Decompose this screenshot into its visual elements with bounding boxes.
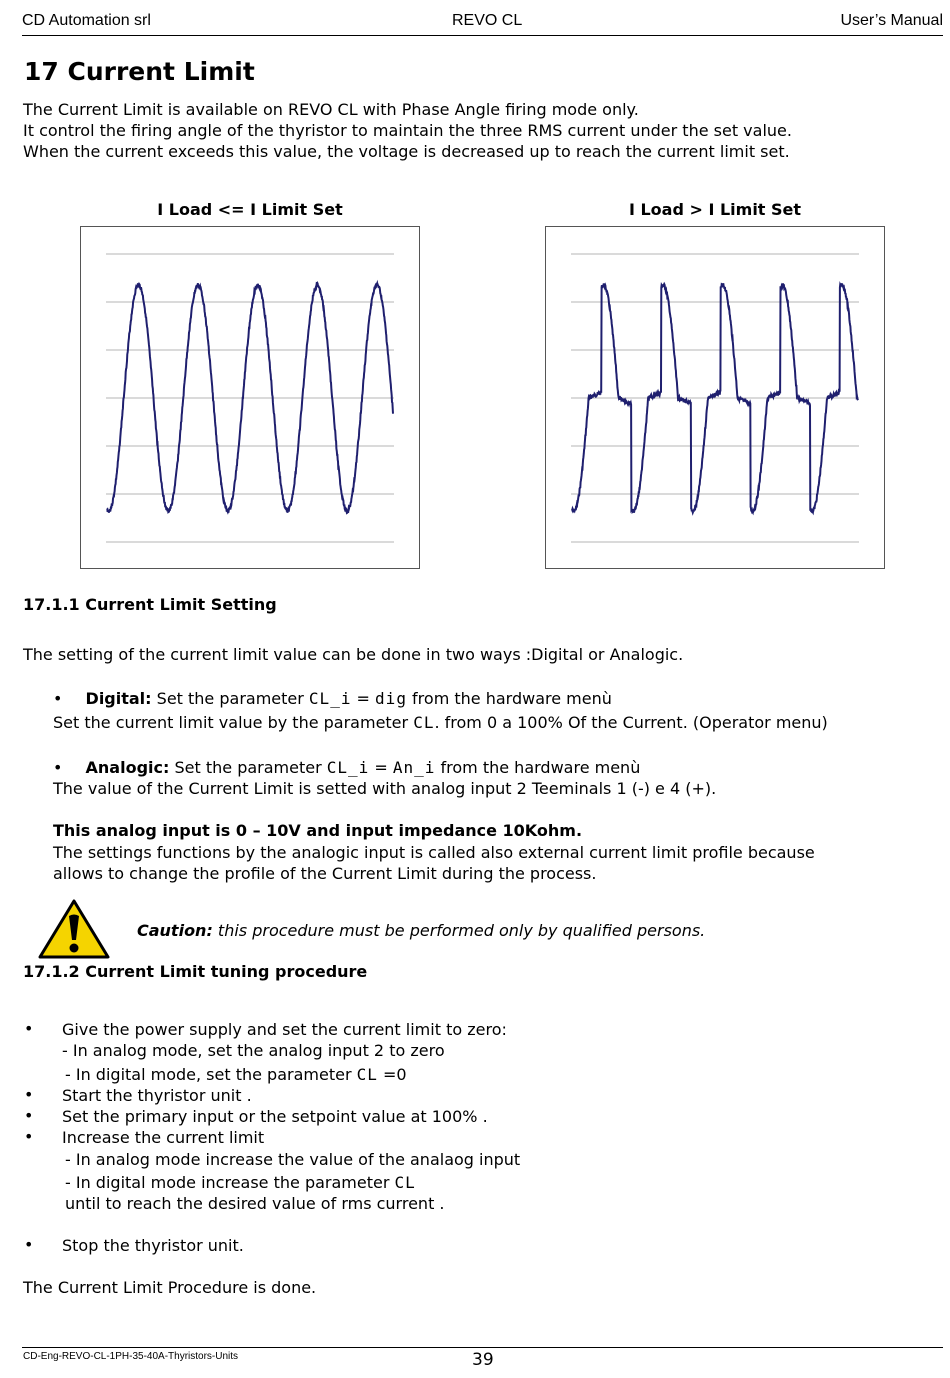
header-rule bbox=[22, 35, 943, 36]
digital-param: CL_i bbox=[308, 689, 352, 708]
tuning-param-cl: CL bbox=[356, 1065, 378, 1084]
tuning-step-4a: - In analog mode increase the value of the analaog input bbox=[65, 1150, 521, 1169]
caution-text: this procedure must be performed only by qualified persons. bbox=[212, 921, 706, 940]
caution-label: Caution: bbox=[137, 921, 213, 940]
tuning-step-4b-text: - In digital mode increase the parameter bbox=[65, 1173, 390, 1192]
tuning-step-1b-tail: =0 bbox=[382, 1065, 407, 1084]
bullet: • bbox=[53, 758, 63, 777]
chart-limited-sine bbox=[545, 226, 885, 569]
bullet: • bbox=[24, 1106, 34, 1125]
warning-icon bbox=[38, 898, 110, 960]
tuning-param-cl-2: CL bbox=[394, 1173, 416, 1192]
digital-line-2-tail: . from 0 a 100% Of the Current. (Operator menu) bbox=[434, 713, 828, 732]
tuning-step-1b bbox=[65, 1064, 407, 1085]
header-company: CD Automation srl bbox=[22, 12, 151, 29]
intro-line-2: It control the firing angle of the thyristor to maintain the three RMS current under the set value. bbox=[23, 121, 792, 140]
note-line-2: allows to change the profile of the Current Limit during the process. bbox=[53, 864, 597, 883]
chart-normal-sine bbox=[80, 226, 420, 569]
header-product: REVO CL bbox=[452, 12, 523, 29]
analogic-item bbox=[53, 757, 640, 778]
digital-param-cl: CL bbox=[413, 713, 435, 732]
analogic-label: Analogic: bbox=[85, 758, 170, 777]
footer-rule bbox=[22, 1347, 943, 1348]
intro-line-1: The Current Limit is available on REVO CL with Phase Angle firing mode only. bbox=[23, 100, 639, 119]
procedure-done: The Current Limit Procedure is done. bbox=[23, 1278, 317, 1297]
tuning-step-2: Start the thyristor unit . bbox=[62, 1086, 252, 1105]
tuning-step-4c: until to reach the desired value of rms current . bbox=[65, 1194, 445, 1213]
analogic-text: Set the parameter bbox=[174, 758, 322, 777]
analogic-line-2: The value of the Current Limit is setted with analog input 2 Teeminals 1 (-) e 4 (+). bbox=[53, 779, 717, 798]
tuning-step-3: Set the primary input or the setpoint value at 100% . bbox=[62, 1107, 488, 1126]
intro-line-3: When the current exceeds this value, the voltage is decreased up to reach the current limit set. bbox=[23, 142, 790, 161]
analogic-menu-text: from the hardware menù bbox=[440, 758, 641, 777]
bullet: • bbox=[24, 1019, 34, 1038]
section-title: 17 Current Limit bbox=[24, 57, 255, 86]
subsection-title-tuning: 17.1.2 Current Limit tuning procedure bbox=[23, 962, 368, 981]
tuning-step-5: Stop the thyristor unit. bbox=[62, 1236, 244, 1255]
digital-value: dig bbox=[375, 689, 407, 708]
digital-label: Digital: bbox=[85, 689, 152, 708]
bullet: • bbox=[24, 1127, 34, 1146]
digital-text: Set the parameter bbox=[156, 689, 304, 708]
digital-item bbox=[53, 688, 612, 709]
analogic-param: CL_i bbox=[326, 758, 370, 777]
digital-line-2 bbox=[53, 712, 828, 733]
note-line-1: The settings functions by the analogic input is called also external current limit profile because bbox=[53, 843, 815, 862]
tuning-step-4b bbox=[65, 1172, 416, 1193]
tuning-step-1a: - In analog mode, set the analog input 2 to zero bbox=[62, 1041, 445, 1060]
analogic-eq: = bbox=[374, 758, 388, 777]
header-manual: User’s Manual bbox=[840, 12, 943, 29]
analog-input-note: This analog input is 0 – 10V and input impedance 10Kohm. bbox=[53, 821, 583, 840]
digital-line-2-text: Set the current limit value by the parameter bbox=[53, 713, 409, 732]
bullet: • bbox=[53, 689, 63, 708]
footer-doc-id: CD-Eng-REVO-CL-1PH-35-40A-Thyristors-Units bbox=[23, 1351, 239, 1362]
subsection-title-setting: 17.1.1 Current Limit Setting bbox=[23, 595, 277, 614]
digital-menu-text: from the hardware menù bbox=[412, 689, 612, 708]
analogic-value: An_i bbox=[392, 758, 436, 777]
page-number: 39 bbox=[472, 1350, 494, 1370]
caution-note bbox=[137, 920, 705, 941]
tuning-step-4: Increase the current limit bbox=[62, 1128, 265, 1147]
setting-intro: The setting of the current limit value can be done in two ways :Digital or Analogic. bbox=[23, 645, 684, 664]
bullet: • bbox=[24, 1235, 34, 1254]
digital-eq: = bbox=[356, 689, 370, 708]
bullet: • bbox=[24, 1085, 34, 1104]
chart-title-left: I Load <= I Limit Set bbox=[157, 200, 343, 219]
chart-title-right: I Load > I Limit Set bbox=[628, 200, 802, 219]
tuning-step-1: Give the power supply and set the current limit to zero: bbox=[62, 1020, 507, 1039]
tuning-step-1b-text: - In digital mode, set the parameter bbox=[65, 1065, 352, 1084]
